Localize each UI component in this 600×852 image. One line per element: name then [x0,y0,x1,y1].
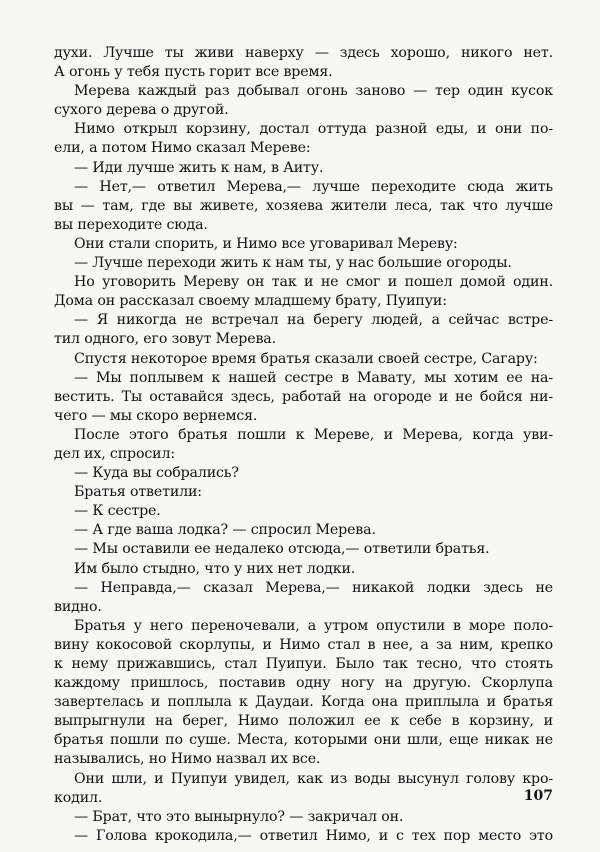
text-line: к нему прижавшись, стал Пуипуи. Было так тесно, что стоять [54,656,553,672]
text-line: А огонь у тебя пусть горит все время. [54,64,333,81]
text-line: — Лучше переходи жить к нам ты, у нас большие огороды. [74,255,512,272]
text-line: ели, а потом Нимо сказал Мереве: [54,140,311,157]
text-line: вину кокосовой скорлупы, и Нимо стал в нее, а за ним, крепко [54,636,553,653]
text-line: Братья у него переночевали, а утром опустили в море поло- [74,617,553,634]
text-line: тил одного, его зовут Мерева. [54,331,276,348]
text-line: видно. [54,598,102,615]
text-line: Они шли, и Пуипуи увидел, как из воды высунул голову кро- [74,770,553,787]
text-line: Спустя некоторое время братья сказали своей сестре, Сагару: [74,350,538,367]
text-line: — Мы оставили ее недалеко отсюда,— ответили братья. [74,541,490,558]
text-line: назывались, но Нимо назвал их все. [54,751,321,768]
text-line: братья пошли по суше. Места, которыми они шли, еще никак не [54,732,553,749]
text-line: После этого братья пошли к Мереве, и Мерева, когда уви- [74,426,553,443]
text-line: — Я никогда не встречал на берегу людей, а сейчас встре- [74,312,553,329]
text-line: завертелась и поплыла к Даудаи. Когда она приплыла и братья [54,694,553,711]
text-line: — К сестре. [74,503,161,520]
page-number: 107 [523,788,553,804]
text-line: Нимо открыл корзину, достал оттуда разной еды, и они по- [74,121,553,138]
text-line: вы переходите сюда. [54,216,208,233]
text-line: чего — мы скоро вернемся. [54,407,258,424]
text-line: вестить. Ты оставайся здесь, работай на огороде и не бойся ни- [54,388,553,405]
text-line: Братья ответили: [74,484,202,501]
text-line: — Мы поплывем к нашей сестре в Мавату, мы хотим ее на- [74,369,553,386]
text-line: дел их, спросил: [54,445,175,462]
text-line: вы — там, где вы живете, хозяева жители леса, так что лучше [54,197,553,214]
text-line: кодил. [54,789,103,806]
text-line: — Голова крокодила,— ответил Нимо, и с тех пор место это [74,827,553,844]
text-line: — Брат, что это вынырнуло? — закричал он. [74,808,404,825]
text-line: сухого дерева о другой. [54,102,229,119]
text-line: — Иди лучше жить к нам, в Аиту. [74,159,324,176]
text-line: — Куда вы собрались? [74,465,239,482]
text-line: — Неправда,— сказал Мерева,— никакой лодки здесь не [74,579,553,596]
text-line: каждому пришлось, поставив одну ногу на другую. Скорлупа [54,675,553,692]
text-line: Дома он рассказал своему младшему брату, Пуипуи: [54,293,447,310]
text-line: духи. Лучше ты живи наверху — здесь хорошо, никого нет. [54,45,553,61]
text-line: Но уговорить Мереву он так и не смог и пошел домой один. [74,274,553,291]
text-line: Им было стыдно, что у них нет лодки. [74,560,356,577]
body-text [54,44,553,846]
text-line: Мерева каждый раз добывал огонь заново — тер один кусок [74,83,553,100]
text-line: Они стали спорить, и Нимо все уговаривал Мереву: [74,235,458,252]
text-line: — А где ваша лодка? — спросил Мерева. [74,522,376,539]
text-line: выпрыгнули на берег, Нимо положил ее к себе в корзину, и [54,713,553,730]
text-line: — Нет,— ответил Мерева,— лучше переходите сюда жить [74,178,553,195]
